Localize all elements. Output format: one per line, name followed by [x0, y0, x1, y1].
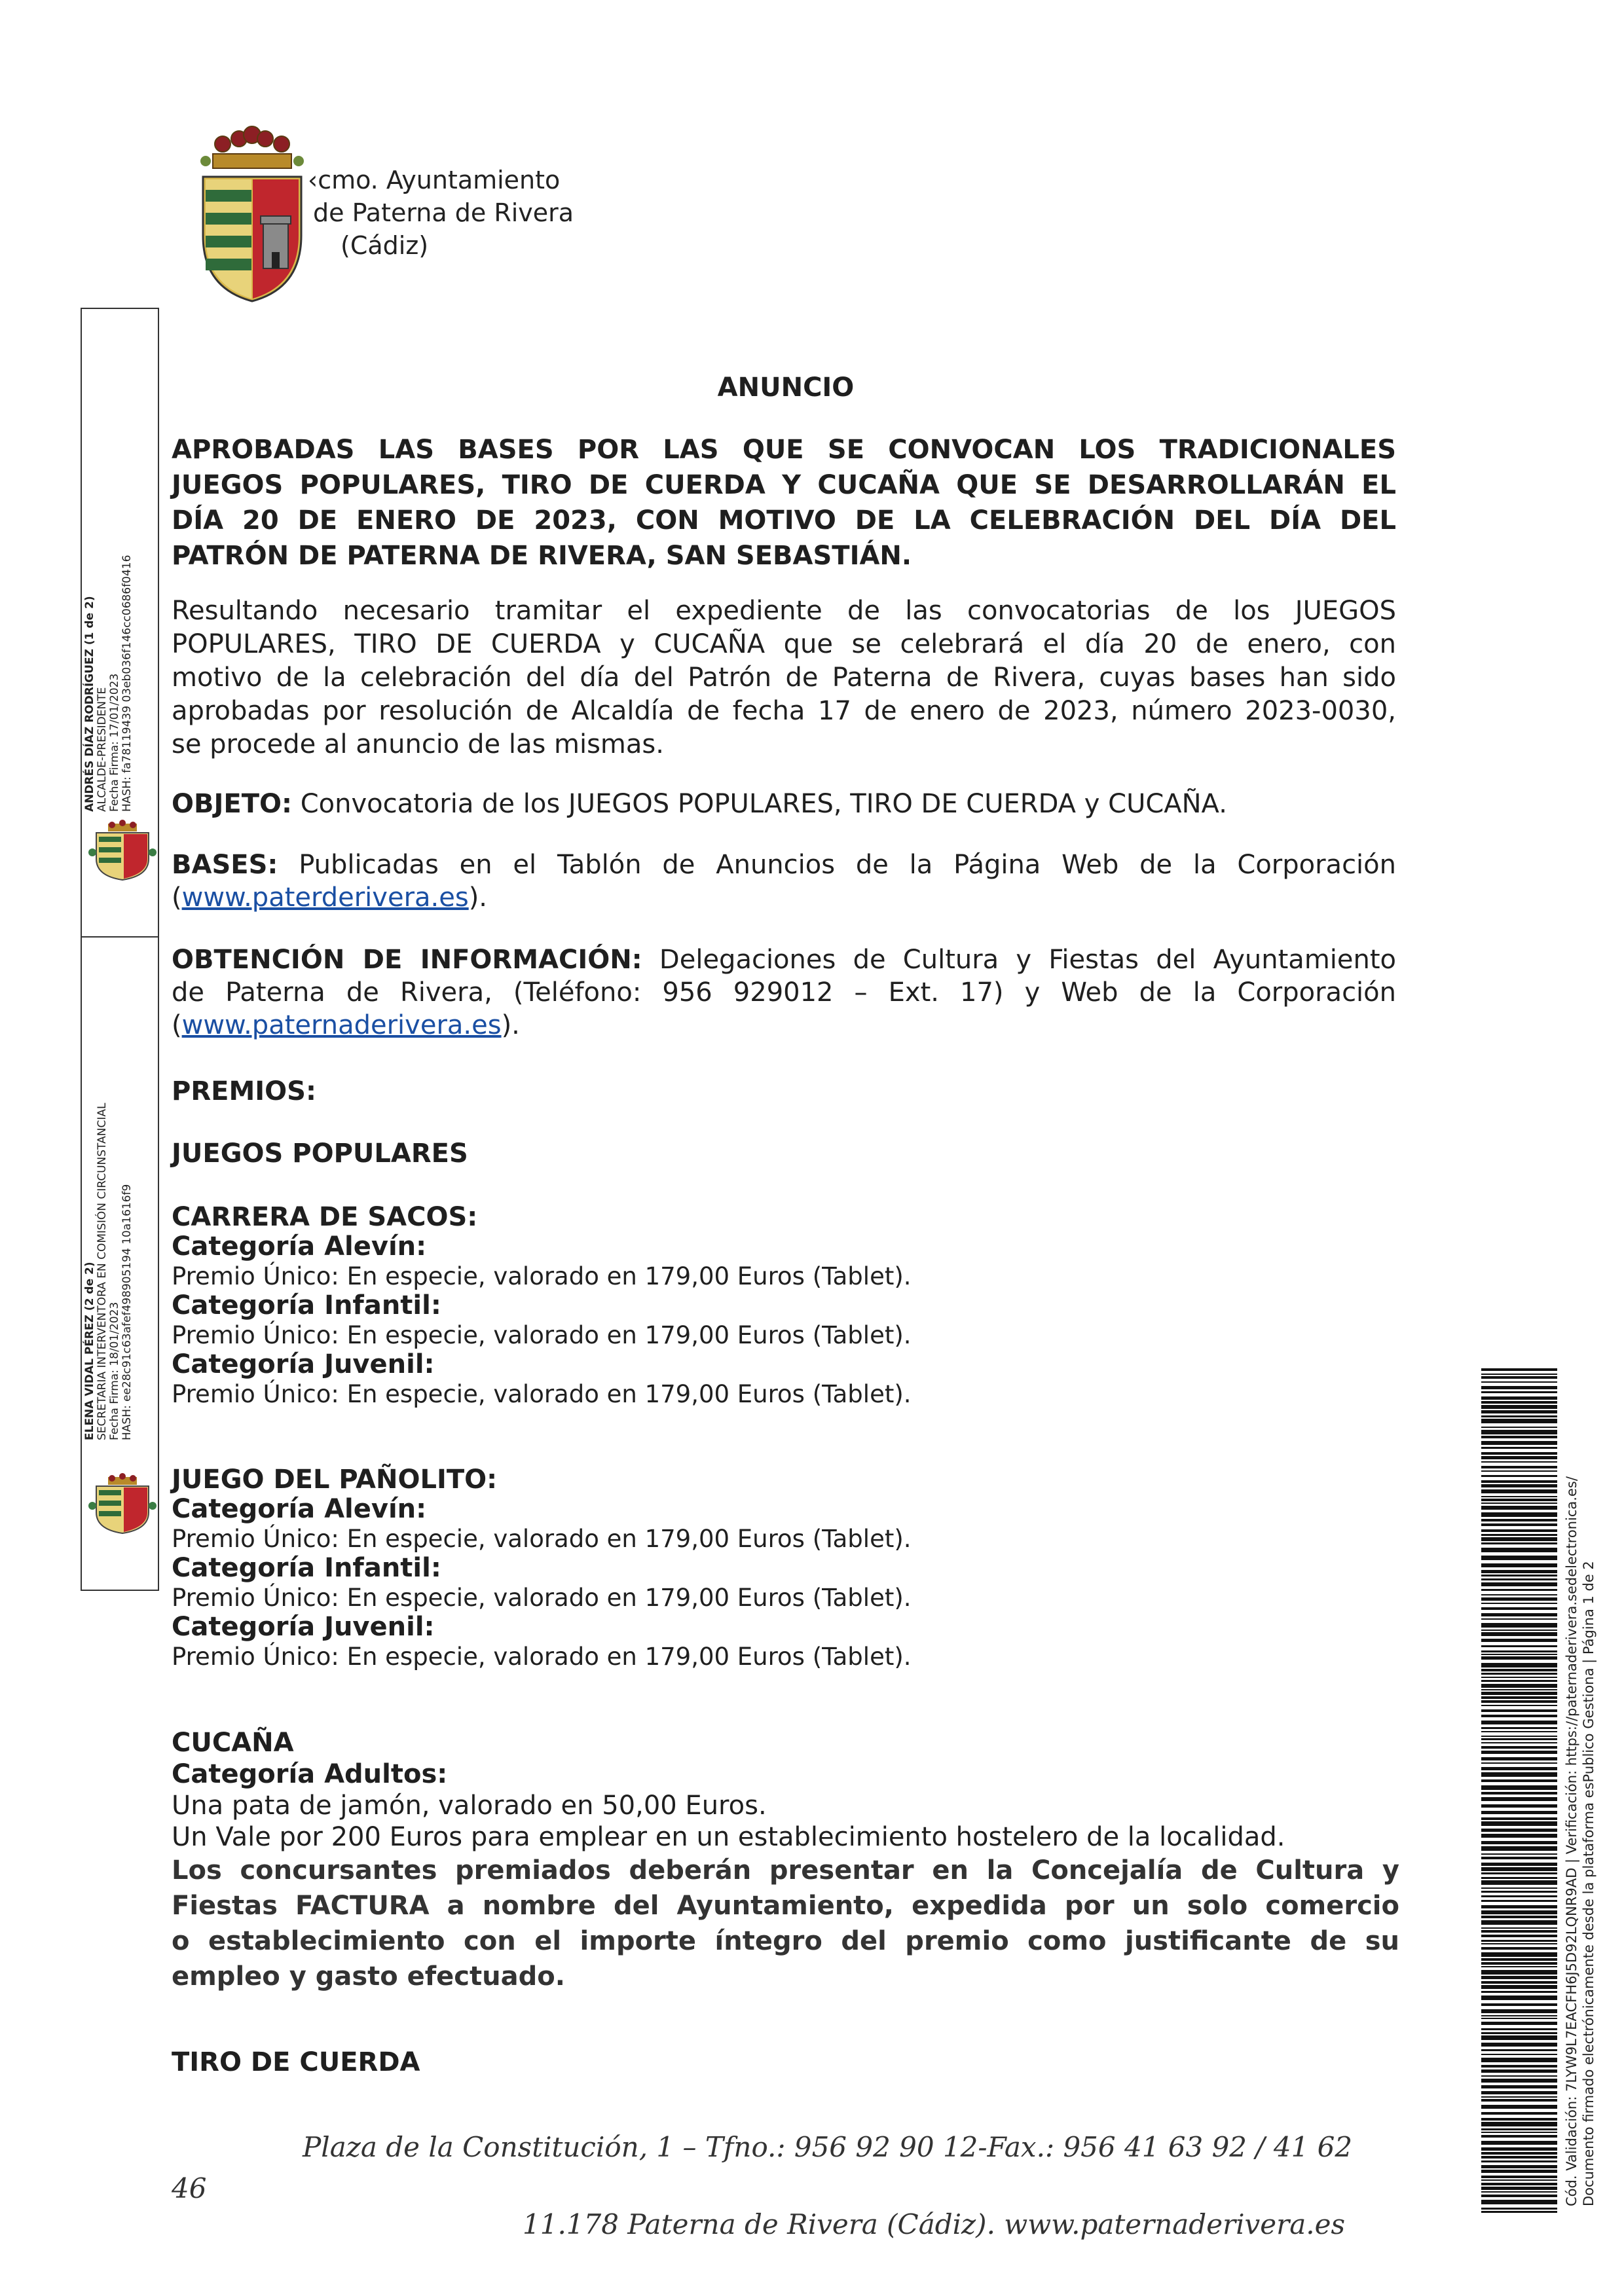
barcode-bar: [1481, 2049, 1557, 2051]
barcode-bar: [1481, 1575, 1557, 1576]
paren-close: ).: [468, 883, 488, 913]
barcode-bar: [1481, 1401, 1557, 1404]
barcode-bar: [1481, 1480, 1557, 1483]
panolito-prize-juvenil: Premio Único: En especie, valorado en 179,00 Euros (Tablet).: [172, 1643, 912, 1671]
barcode-bar: [1481, 1650, 1557, 1652]
barcode-bar: [1481, 1677, 1557, 1678]
barcode-bar: [1481, 2156, 1557, 2159]
barcode-bar: [1481, 1811, 1557, 1814]
barcode-bar: [1481, 2009, 1557, 2013]
barcode-bar: [1481, 2135, 1557, 2138]
barcode-bar: [1481, 1738, 1557, 1740]
bases-label: BASES:: [172, 850, 278, 880]
barcode-bar: [1481, 2105, 1557, 2109]
barcode-bar: [1481, 1895, 1557, 1897]
barcode-bar: [1481, 1731, 1557, 1732]
header-line-3: (Cádiz): [341, 231, 429, 260]
barcode-bar: [1481, 2191, 1557, 2193]
barcode-bar: [1481, 1368, 1557, 1371]
barcode-bar: [1481, 1900, 1557, 1902]
barcode-bar: [1481, 1817, 1557, 1820]
barcode-bar: [1481, 1436, 1557, 1438]
informacion-line-1: [172, 943, 1396, 976]
barcode-bar: [1481, 1499, 1557, 1501]
barcode-bar: [1481, 2003, 1557, 2006]
barcode-bar: [1481, 1966, 1557, 1967]
barcode-bar: [1481, 1715, 1557, 1717]
intro-line: motivo de la celebración del día del Patrón de Paterna de Rivera, cuyas bases han sido: [172, 663, 1396, 693]
barcode-bar: [1481, 1589, 1557, 1591]
barcode-bar: [1481, 2165, 1557, 2168]
cucana-notice-line: Los concursantes premiados deberán presentar en la Concejalía de Cultura y: [172, 1855, 1399, 1886]
barcode-bar: [1481, 1680, 1557, 1682]
barcode-bar: [1481, 1727, 1557, 1729]
paren-open: (: [172, 883, 182, 913]
panolito-heading: JUEGO DEL PAÑOLITO:: [172, 1465, 498, 1495]
intro-line: se procede al anuncio de las mismas.: [172, 729, 664, 759]
barcode-bar: [1481, 2160, 1557, 2162]
barcode-bar: [1481, 1872, 1557, 1874]
barcode-bar: [1481, 1834, 1557, 1838]
barcode-bar: [1481, 1910, 1557, 1914]
barcode-bar: [1481, 1995, 1557, 2000]
barcode-bar: [1481, 2065, 1557, 2068]
barcode-bar: [1481, 2015, 1557, 2016]
barcode-bar: [1481, 1470, 1557, 1472]
barcode-bar: [1481, 1484, 1557, 1487]
objeto-section: [172, 788, 1227, 820]
barcode-bar: [1481, 2128, 1557, 2130]
barcode-bar: [1481, 1456, 1557, 1459]
barcode-bar: [1481, 1863, 1557, 1866]
barcode-bar: [1481, 1935, 1557, 1937]
barcode-bar: [1481, 1762, 1557, 1764]
barcode-bar: [1481, 2118, 1557, 2121]
cucana-heading: CUCAÑA: [172, 1728, 294, 1758]
barcode-bar: [1481, 2170, 1557, 2173]
barcode-bar: [1481, 1877, 1557, 1879]
barcode-bar: [1481, 1930, 1557, 1933]
barcode-bar: [1481, 1430, 1557, 1434]
barcode-bar: [1481, 1772, 1557, 1777]
barcode-bar: [1481, 1519, 1557, 1522]
panolito-category-juvenil: Categoría Juvenil:: [172, 1612, 435, 1642]
bases-text: Publicadas en el Tablón de Anuncios de la Página Web de la Corporación: [278, 850, 1396, 880]
barcode-bar: [1481, 1630, 1557, 1631]
barcode-bar: [1481, 1829, 1557, 1832]
barcode-bar: [1481, 1496, 1557, 1497]
barcode-bar: [1481, 1792, 1557, 1795]
barcode-bar: [1481, 1489, 1557, 1493]
signature-divider: [81, 936, 159, 938]
paren-open: (: [172, 1010, 182, 1040]
panolito-prize-infantil: Premio Único: En especie, valorado en 179,00 Euros (Tablet).: [172, 1584, 912, 1612]
barcode-bar: [1481, 1639, 1557, 1642]
barcode-bar: [1481, 1607, 1557, 1610]
barcode-bar: [1481, 1632, 1557, 1636]
barcode-bar: [1481, 1696, 1557, 1699]
juegos-populares-heading: JUEGOS POPULARES: [172, 1139, 468, 1169]
subtitle-line: JUEGOS POPULARES, TIRO DE CUERDA Y CUCAÑA QUE SE DESARROLLARÁN EL: [172, 470, 1396, 500]
barcode-bar: [1481, 1548, 1557, 1552]
barcode-bar: [1481, 2054, 1557, 2055]
barcode-bar: [1481, 1506, 1557, 1510]
barcode-bar: [1481, 1797, 1557, 1801]
barcode-bar: [1481, 1684, 1557, 1688]
signer-name: ELENA VIDAL PÉREZ (2 de 2): [83, 1262, 96, 1440]
barcode-bar: [1481, 1613, 1557, 1616]
barcode-bar: [1481, 1891, 1557, 1893]
bases-line-1: [172, 848, 1396, 881]
barcode-bar: [1481, 1767, 1557, 1770]
validation-barcode: [1481, 1368, 1557, 2213]
carrera-category-juvenil: Categoría Juvenil:: [172, 1349, 435, 1379]
barcode-bar: [1481, 1821, 1557, 1826]
informacion-line-2: de Paterna de Rivera, (Teléfono: 956 929012 – Ext. 17) y Web de la Corporación: [172, 977, 1396, 1008]
cucana-notice-line: empleo y gasto efectuado.: [172, 1961, 565, 1992]
barcode-bar: [1481, 1391, 1557, 1393]
document-subtitle: [172, 432, 1396, 574]
barcode-bar: [1481, 2028, 1557, 2030]
barcode-bar: [1481, 2091, 1557, 2094]
barcode-bar: [1481, 1991, 1557, 1993]
barcode-bar: [1481, 1981, 1557, 1984]
barcode-bar: [1481, 1396, 1557, 1400]
barcode-bar: [1481, 1947, 1557, 1950]
carrera-category-infantil: Categoría Infantil:: [172, 1290, 441, 1321]
cucana-notice-line: Fiestas FACTURA a nombre del Ayuntamiento, expedida por un solo comercio: [172, 1891, 1399, 1921]
header-line-2: de Paterna de Rivera: [313, 198, 574, 227]
barcode-bar: [1481, 1962, 1557, 1965]
signature-block-2: [84, 1103, 134, 1440]
barcode-bar: [1481, 1779, 1557, 1782]
barcode-bar: [1481, 2152, 1557, 2155]
signature-block-1: [84, 555, 134, 812]
barcode-bar: [1481, 1970, 1557, 1975]
tiro-heading: TIRO DE CUERDA: [172, 2047, 420, 2077]
informacion-link[interactable]: www.paternaderivera.es: [181, 1010, 502, 1040]
barcode-bar: [1481, 1905, 1557, 1908]
barcode-bar: [1481, 1427, 1557, 1428]
cucana-notice-line: o establecimiento con el importe íntegro del premio como justificante de su: [172, 1926, 1399, 1956]
carrera-heading: CARRERA DE SACOS:: [172, 1202, 478, 1232]
barcode-bar: [1481, 1880, 1557, 1885]
barcode-bar: [1481, 1623, 1557, 1628]
barcode-bar: [1481, 2141, 1557, 2145]
barcode-bar: [1481, 1410, 1557, 1413]
barcode-bar: [1481, 1976, 1557, 1979]
barcode-bar: [1481, 2147, 1557, 2151]
barcode-bar: [1481, 2079, 1557, 2083]
signature-date: Fecha Firma: 17/01/2023: [108, 673, 121, 812]
barcode-bar: [1481, 2058, 1557, 2062]
barcode-bar: [1481, 1386, 1557, 1389]
carrera-prize-infantil: Premio Único: En especie, valorado en 179,00 Euros (Tablet).: [172, 1321, 912, 1349]
barcode-bar: [1481, 1736, 1557, 1737]
barcode-bar: [1481, 1841, 1557, 1844]
barcode-bar: [1481, 2096, 1557, 2098]
barcode-bar: [1481, 1374, 1557, 1375]
barcode-bar: [1481, 1381, 1557, 1383]
barcode-bar: [1481, 2132, 1557, 2133]
barcode-bar: [1481, 1578, 1557, 1580]
intro-line: POPULARES, TIRO DE CUERDA y CUCAÑA que se celebrará el día 20 de enero, con: [172, 629, 1396, 659]
barcode-bar: [1481, 1927, 1557, 1929]
barcode-bar: [1481, 2099, 1557, 2102]
barcode-bar: [1481, 2208, 1557, 2210]
barcode-bar: [1481, 2085, 1557, 2088]
document-title: ANUNCIO: [717, 373, 855, 403]
barcode-bar: [1481, 1943, 1557, 1944]
signer-role: SECRETARIA INTERVENTORA EN COMISIÓN CIRCUNSTANCIAL: [96, 1102, 109, 1440]
tower-icon: [261, 216, 291, 268]
barcode-bar: [1481, 1452, 1557, 1455]
barcode-bar: [1481, 1603, 1557, 1604]
intro-line: aprobadas por resolución de Alcaldía de fecha 17 de enero de 2023, número 2023-0030,: [172, 696, 1396, 726]
barcode-bar: [1481, 1857, 1557, 1859]
barcode-bar: [1481, 1742, 1557, 1743]
barcode-bar: [1481, 2022, 1557, 2025]
bases-link[interactable]: www.paterderivera.es: [181, 883, 469, 913]
barcode-bar: [1481, 2176, 1557, 2178]
validation-code: Cód. Validación: 7LYW9L7EACFH6J5D92LQNR9AD | Verificación: https://paternaderivera.sedelectronica.es/: [1564, 1476, 1579, 2206]
town-crest-logo: [196, 124, 308, 308]
barcode-bar: [1481, 1663, 1557, 1667]
barcode-bar: [1481, 2187, 1557, 2190]
barcode-bar: [1481, 1582, 1557, 1586]
paren-close: ).: [501, 1010, 520, 1040]
intro-paragraph: [172, 594, 1396, 761]
barcode-bar: [1481, 1700, 1557, 1703]
barcode-bar: [1481, 1563, 1557, 1567]
barcode-bar: [1481, 1534, 1557, 1536]
subtitle-line: PATRÓN DE PATERNA DE RIVERA, SAN SEBASTIÁN.: [172, 541, 912, 571]
cucana-item-2: Un Vale por 200 Euros para emplear en un establecimiento hostelero de la localidad.: [172, 1822, 1285, 1852]
barcode-bar: [1481, 2043, 1557, 2047]
carrera-prize-juvenil: Premio Único: En especie, valorado en 179,00 Euros (Tablet).: [172, 1380, 912, 1408]
barcode-bar: [1481, 2200, 1557, 2204]
validation-note: Documento firmado electrónicamente desde la plataforma esPublico Gestiona | Página 1 de 2: [1581, 1561, 1596, 2206]
barcode-bar: [1481, 1405, 1557, 1409]
premios-heading: PREMIOS:: [172, 1076, 316, 1106]
informacion-line-3: [172, 1009, 520, 1042]
barcode-bar: [1481, 2069, 1557, 2073]
barcode-bar: [1481, 1415, 1557, 1417]
barcode-bar: [1481, 1785, 1557, 1790]
crest-stamp-icon: [88, 820, 157, 881]
barcode-bar: [1481, 1853, 1557, 1855]
barcode-bar: [1481, 2122, 1557, 2126]
panolito-category-alevin: Categoría Alevín:: [172, 1494, 427, 1524]
barcode-bar: [1481, 1867, 1557, 1871]
barcode-bar: [1481, 1887, 1557, 1889]
panolito-prize-alevin: Premio Único: En especie, valorado en 179,00 Euros (Tablet).: [172, 1525, 912, 1553]
barcode-bar: [1481, 2179, 1557, 2181]
barcode-bar: [1481, 2211, 1557, 2213]
footer-city: 11.178 Paterna de Rivera (Cádiz). www.paternaderivera.es: [523, 2208, 1346, 2240]
barcode-bar: [1481, 1529, 1557, 1532]
barcode-bar: [1481, 1654, 1557, 1655]
informacion-text: Delegaciones de Cultura y Fiestas del Ayuntamiento: [642, 945, 1397, 975]
crown-icon: [200, 126, 304, 168]
cucana-item-1: Una pata de jamón, valorado en 50,00 Euros.: [172, 1791, 767, 1821]
barcode-bar: [1481, 1669, 1557, 1671]
barcode-bar: [1481, 1940, 1557, 1942]
cucana-category: Categoría Adultos:: [172, 1759, 448, 1789]
barcode-bar: [1481, 1512, 1557, 1517]
barcode-bar: [1481, 2032, 1557, 2034]
barcode-bar: [1481, 2183, 1557, 2185]
barcode-bar: [1481, 1597, 1557, 1601]
header-line-1: ‹cmo. Ayuntamiento: [308, 166, 561, 194]
barcode-bar: [1481, 1958, 1557, 1961]
barcode-bar: [1481, 1746, 1557, 1749]
intro-line: Resultando necesario tramitar el expediente de las convocatorias de los JUEGOS: [172, 596, 1396, 626]
barcode-bar: [1481, 1503, 1557, 1504]
barcode-bar: [1481, 1656, 1557, 1660]
signature-hash: HASH: fa78119439 03eb036f146cc0686f0416: [120, 555, 134, 812]
barcode-bar: [1481, 2035, 1557, 2040]
objeto-label: OBJETO:: [172, 789, 292, 819]
barcode-bar: [1481, 1846, 1557, 1851]
barcode-bar: [1481, 1757, 1557, 1760]
signature-hash: HASH: ee28c91c63afef498905194 10a1616f9: [120, 1184, 134, 1440]
barcode-bar: [1481, 1447, 1557, 1449]
barcode-bar: [1481, 2075, 1557, 2077]
barcode-bar: [1481, 1705, 1557, 1706]
objeto-text: Convocatoria de los JUEGOS POPULARES, TIRO DE CUERDA y CUCAÑA.: [291, 789, 1227, 819]
barcode-bar: [1481, 2018, 1557, 2019]
barcode-bar: [1481, 2195, 1557, 2197]
carrera-category-alevin: Categoría Alevín:: [172, 1231, 427, 1262]
barcode-bar: [1481, 1689, 1557, 1690]
barcode-bar: [1481, 1441, 1557, 1445]
barcode-bar: [1481, 1419, 1557, 1423]
footer-page-number: 46: [172, 2172, 207, 2204]
barcode-bar: [1481, 1673, 1557, 1675]
subtitle-line: APROBADAS LAS BASES POR LAS QUE SE CONVOCAN LOS TRADICIONALES: [172, 435, 1396, 465]
barcode-bar: [1481, 1537, 1557, 1541]
barcode-bar: [1481, 1692, 1557, 1695]
signature-date: Fecha Firma: 18/01/2023: [108, 1302, 121, 1440]
barcode-bar: [1481, 1721, 1557, 1724]
informacion-label: OBTENCIÓN DE INFORMACIÓN:: [172, 945, 642, 975]
barcode-bar: [1481, 1751, 1557, 1754]
barcode-bar: [1481, 1618, 1557, 1620]
barcode-bar: [1481, 1952, 1557, 1957]
panolito-category-infantil: Categoría Infantil:: [172, 1553, 441, 1583]
bases-line-2: [172, 881, 487, 914]
barcode-bar: [1481, 1916, 1557, 1918]
barcode-bar: [1481, 1570, 1557, 1573]
barcode-bar: [1481, 1920, 1557, 1925]
barcode-bar: [1481, 1523, 1557, 1526]
footer-address: Plaza de la Constitución, 1 – Tfno.: 956 92 90 12-Fax.: 956 41 63 92 / 41 62: [303, 2131, 1353, 2163]
signer-role: ALCALDE-PRESIDENTE: [96, 687, 109, 812]
barcode-bar: [1481, 1645, 1557, 1647]
barcode-bar: [1481, 2112, 1557, 2115]
barcode-bar: [1481, 1594, 1557, 1595]
barcode-bar: [1481, 1542, 1557, 1544]
barcode-bar: [1481, 1804, 1557, 1808]
barcode-bar: [1481, 1709, 1557, 1712]
barcode-bar: [1481, 1985, 1557, 1989]
carrera-prize-alevin: Premio Único: En especie, valorado en 179,00 Euros (Tablet).: [172, 1262, 912, 1290]
barcode-bar: [1481, 1466, 1557, 1468]
barcode-bar: [1481, 1556, 1557, 1560]
barcode-bar: [1481, 1475, 1557, 1477]
crest-stamp-icon: [88, 1473, 157, 1535]
barcode-bar: [1481, 1461, 1557, 1463]
barcode-icon: [1481, 1368, 1557, 2213]
subtitle-line: DÍA 20 DE ENERO DE 2023, CON MOTIVO DE LA CELEBRACIÓN DEL DÍA DEL: [172, 505, 1396, 536]
barcode-bar: [1481, 1376, 1557, 1379]
signer-name: ANDRÉS DÍAZ RODRÍGUEZ (1 de 2): [83, 596, 96, 812]
